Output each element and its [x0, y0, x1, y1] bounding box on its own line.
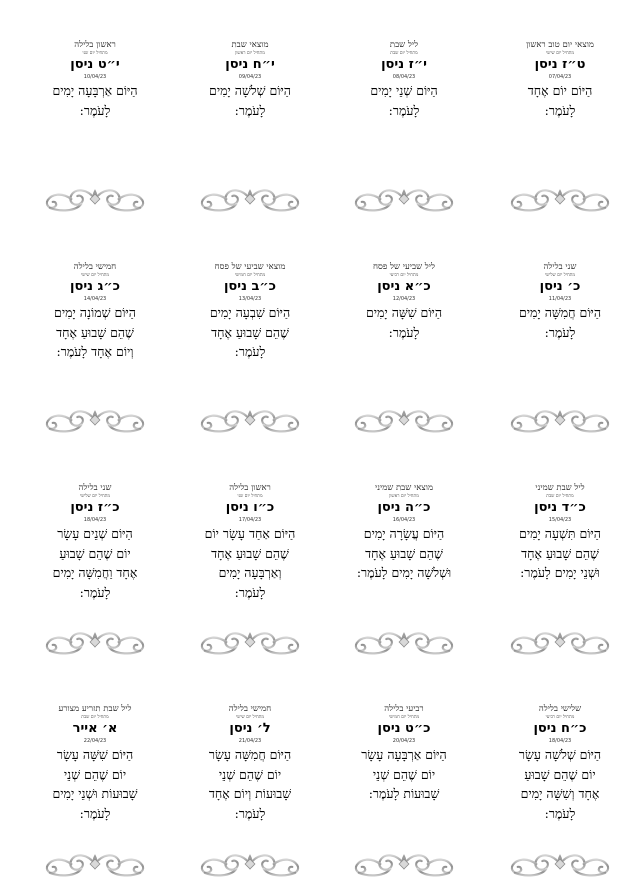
occasion-label: מוצאי שביעי של פסח — [214, 262, 286, 272]
day-begins-label: מתחיל יום חמישי — [388, 715, 420, 720]
flourish-ornament-icon — [345, 182, 463, 216]
omer-card — [20, 262, 170, 362]
day-begins-label: מתחיל יום שבת — [546, 494, 574, 499]
hebrew-date: כ׳ ניסן — [539, 279, 581, 294]
count-text-line: הַיּוֹם שְׁנֵים עָשָׂר — [57, 526, 133, 541]
omer-card — [329, 40, 479, 120]
count-text-line: הַיּוֹם שְׁמוֹנָה יָמִים — [54, 305, 136, 320]
occasion-label: חמישי בלילה — [73, 262, 117, 272]
omer-card — [175, 40, 325, 120]
flourish-ornament-icon — [36, 625, 154, 659]
count-text-line: הַיּוֹם שְׁלשָׁה יָמִים — [209, 83, 291, 98]
flourish-ornament-icon — [36, 847, 154, 881]
count-text-line: הַיּוֹם יוֹם אֶחָד — [527, 83, 593, 98]
day-begins-label: מתחיל יום שני — [82, 51, 108, 56]
count-text-line: הַיּוֹם תִּשְׁעָה יָמִים — [519, 526, 601, 541]
flourish-ornament-icon — [501, 625, 619, 659]
gregorian-date: 21/04/23 — [238, 738, 262, 744]
day-begins-label: מתחיל יום שישי — [235, 715, 265, 720]
occasion-label: מוצאי שבת שמיני — [375, 483, 433, 493]
hebrew-date: כ״ח ניסן — [533, 721, 587, 736]
omer-card — [20, 704, 170, 823]
day-begins-label: מתחיל יום שבת — [390, 51, 418, 56]
gregorian-date: 20/04/23 — [392, 738, 416, 744]
flourish-ornament-icon — [191, 182, 309, 216]
flourish-ornament-icon — [191, 625, 309, 659]
gregorian-date: 15/04/23 — [548, 517, 572, 523]
day-begins-label: מתחיל יום שלישי — [544, 273, 576, 278]
count-text-line: וּשְׁנֵי יָמִים לָעֹמֶר: — [520, 565, 600, 580]
hebrew-date: י״ט ניסן — [70, 57, 120, 72]
count-text-line: הַיּוֹם שְׁנֵי יָמִים — [370, 83, 438, 98]
occasion-label: ליל שבת שמיני — [535, 483, 585, 493]
count-text-line: יוֹם שֶׁהֵם שְׁנֵי — [372, 766, 436, 782]
omer-card — [20, 483, 170, 602]
count-text-line: וְאַרְבָּעָה יָמִים — [218, 565, 282, 580]
gregorian-date: 07/04/23 — [548, 74, 572, 80]
count-text-line: לָעֹמֶר: — [234, 102, 266, 118]
count-text-line: לָעֹמֶר: — [544, 324, 576, 340]
count-text-line: לָעֹמֶר: — [234, 805, 266, 821]
omer-card — [329, 262, 479, 342]
count-text-line: וּשְׁלשָׁה יָמִים לָעֹמֶר: — [356, 565, 452, 580]
gregorian-date: 14/04/23 — [83, 296, 107, 302]
gregorian-date: 16/04/23 — [392, 517, 416, 523]
occasion-label: רביעי בלילה — [384, 704, 424, 714]
omer-card — [485, 40, 635, 120]
omer-card — [175, 262, 325, 362]
gregorian-date: 18/04/23 — [548, 738, 572, 744]
hebrew-date: כ״ג ניסן — [70, 279, 120, 294]
count-text-line: שָׁבוּעוֹת וְיוֹם אֶחָד — [208, 786, 292, 801]
hebrew-date: ט״ז ניסן — [534, 57, 586, 72]
count-text-line: הַיּוֹם שִׁשָּׁה יָמִים — [365, 305, 443, 320]
count-text-line: שֶׁהֵם שָׁבוּעַ אֶחָד — [211, 324, 289, 340]
flourish-ornament-icon — [345, 847, 463, 881]
count-text-line: לָעֹמֶר: — [234, 584, 266, 600]
flourish-ornament-icon — [191, 847, 309, 881]
omer-card — [485, 483, 635, 583]
day-begins-label: מתחיל יום שישי — [545, 51, 575, 56]
omer-card — [175, 483, 325, 602]
occasion-label: שלישי בלילה — [538, 704, 582, 714]
occasion-label: ראשון בלילה — [74, 40, 116, 50]
count-text-line: שֶׁהֵם שָׁבוּעַ אֶחָד — [211, 545, 289, 561]
gregorian-date: 17/04/23 — [238, 517, 262, 523]
gregorian-date: 12/04/23 — [392, 296, 416, 302]
flourish-ornament-icon — [501, 182, 619, 216]
occasion-label: שני בלילה — [543, 262, 577, 272]
count-text-line: הַיּוֹם שִׁבְעָה יָמִים — [209, 305, 291, 320]
count-text-line: שֶׁהֵם שָׁבוּעַ אֶחָד — [56, 324, 134, 340]
day-begins-label: מתחיל יום רביעי — [389, 273, 419, 278]
day-begins-label: מתחיל יום שני — [237, 494, 263, 499]
flourish-ornament-icon — [36, 403, 154, 437]
flourish-ornament-icon — [36, 182, 154, 216]
count-text-line: הַיּוֹם שִׁשָּׁה עָשָׂר — [56, 747, 134, 762]
count-text-line: יוֹם שֶׁהֵם שָׁבוּעַ — [59, 545, 131, 561]
gregorian-date: 09/04/23 — [238, 74, 262, 80]
count-text-line: הַיּוֹם אַרְבָּעָה יָמִים — [52, 83, 138, 98]
hebrew-date: כ״א ניסן — [377, 279, 431, 294]
count-text-line: הַיּוֹם חֲמִשָּׁה יָמִים — [518, 305, 602, 320]
count-text-line: הַיּוֹם אַרְבָּעָה עָשָׂר — [361, 747, 447, 762]
count-text-line: הַיּוֹם אַחַד עָשָׂר יוֹם — [204, 526, 296, 541]
count-text-line: יוֹם שֶׁהֵם שָׁבוּעַ — [524, 766, 596, 782]
occasion-label: מוצאי שבת — [231, 40, 269, 50]
day-begins-label: מתחיל יום ראשון — [235, 51, 265, 56]
occasion-label: ליל שבת — [389, 40, 419, 50]
day-begins-label: מתחיל יום שלישי — [79, 494, 111, 499]
count-text-line: יוֹם שֶׁהֵם שְׁנֵי — [63, 766, 127, 782]
count-text-line: לָעֹמֶר: — [388, 102, 420, 118]
count-text-line: הַיּוֹם שְׁלשָׁה עָשָׂר — [518, 747, 602, 762]
count-text-line: שֶׁהֵם שָׁבוּעַ אֶחָד — [365, 545, 443, 561]
day-begins-label: מתחיל יום חמישי — [234, 273, 266, 278]
occasion-label: חמישי בלילה — [228, 704, 272, 714]
omer-card — [485, 262, 635, 342]
count-text-line: שָׁבוּעוֹת לָעֹמֶר: — [368, 786, 440, 801]
hebrew-date: כ״ז ניסן — [70, 500, 120, 515]
hebrew-date: כ״ה ניסן — [377, 500, 431, 515]
flourish-ornament-icon — [501, 403, 619, 437]
omer-card — [175, 704, 325, 823]
occasion-label: ליל שביעי של פסח — [373, 262, 435, 272]
count-text-line: לָעֹמֶר: — [79, 102, 111, 118]
gregorian-date: 10/04/23 — [83, 74, 107, 80]
count-text-line: שֶׁהֵם שָׁבוּעַ אֶחָד — [521, 545, 599, 561]
occasion-label: ראשון בלילה — [229, 483, 271, 493]
day-begins-label: מתחיל יום שישי — [80, 273, 110, 278]
count-text-line: לָעֹמֶר: — [544, 102, 576, 118]
count-text-line: לָעֹמֶר: — [544, 805, 576, 821]
hebrew-date: כ״ט ניסן — [377, 721, 431, 736]
count-text-line: הַיּוֹם עֲשָׂרָה יָמִים — [363, 526, 445, 541]
gregorian-date: 22/04/23 — [83, 738, 107, 744]
hebrew-date: י״ח ניסן — [225, 57, 275, 72]
gregorian-date: 13/04/23 — [238, 296, 262, 302]
hebrew-date: ל׳ ניסן — [229, 721, 271, 736]
gregorian-date: 11/04/23 — [548, 296, 572, 302]
omer-card — [485, 704, 635, 823]
omer-card — [20, 40, 170, 120]
count-text-line: לָעֹמֶר: — [79, 805, 111, 821]
gregorian-date: 18/04/23 — [83, 517, 107, 523]
gregorian-date: 08/04/23 — [392, 74, 416, 80]
flourish-ornament-icon — [191, 403, 309, 437]
occasion-label: מוצאי יום טוב ראשון — [526, 40, 594, 50]
hebrew-date: א׳ אייר — [72, 721, 118, 736]
count-text-line: יוֹם שֶׁהֵם שְׁנֵי — [218, 766, 282, 782]
count-text-line: אֶחָד וַחֲמִשָּׁה יָמִים — [52, 565, 138, 580]
flourish-ornament-icon — [501, 847, 619, 881]
count-text-line: שָׁבוּעוֹת וּשְׁנֵי יָמִים — [52, 786, 138, 801]
day-begins-label: מתחיל יום ראשון — [389, 494, 419, 499]
count-text-line: הַיּוֹם חֲמִשָּׁה עָשָׂר — [208, 747, 292, 762]
flourish-ornament-icon — [345, 403, 463, 437]
occasion-label: שני בלילה — [78, 483, 112, 493]
count-text-line: אֶחָד וְשִׁשָּׁה יָמִים — [520, 786, 600, 801]
hebrew-date: כ״ד ניסן — [534, 500, 586, 515]
count-text-line: לָעֹמֶר: — [388, 324, 420, 340]
occasion-label: ליל שבת תזריע מצורע — [58, 704, 132, 714]
count-text-line: וְיוֹם אֶחָד לָעֹמֶר: — [56, 344, 134, 359]
hebrew-date: כ״ב ניסן — [223, 279, 277, 294]
omer-card — [329, 483, 479, 583]
omer-card — [329, 704, 479, 804]
count-text-line: לָעֹמֶר: — [234, 344, 266, 359]
day-begins-label: מתחיל יום שבת — [81, 715, 109, 720]
hebrew-date: כ״ו ניסן — [225, 500, 275, 515]
hebrew-date: י״ז ניסן — [381, 57, 427, 72]
day-begins-label: מתחיל יום רביעי — [545, 715, 575, 720]
count-text-line: לָעֹמֶר: — [79, 584, 111, 600]
flourish-ornament-icon — [345, 625, 463, 659]
